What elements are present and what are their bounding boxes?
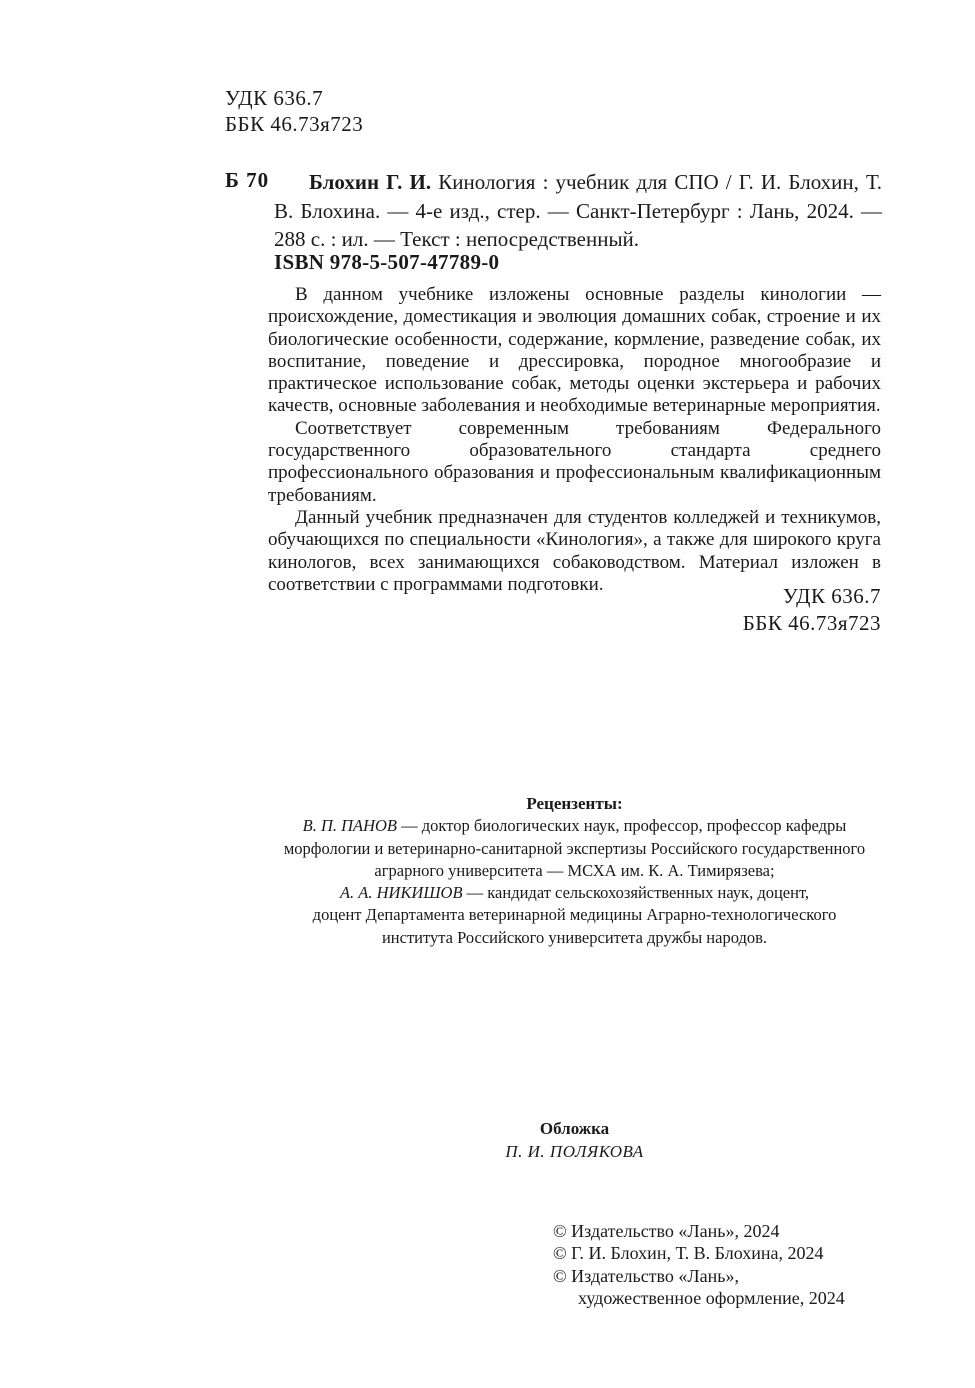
- annotation-paragraph-3: Данный учебник предназначен для студентов колледжей и техникумов, обучающихся по специальности «Кинология», а также для широкого круга кинологов, всех занимающихся собаководством. Материал изложен в соответствии с программами подготовки.: [268, 506, 881, 595]
- isbn-number: ISBN 978-5-507-47789-0: [274, 250, 500, 274]
- reviewer-1-line-2: морфологии и ветеринарно-санитарной экспертизы Российского государственного: [283, 838, 866, 858]
- classification-codes-top: [225, 85, 363, 137]
- cover-credit-block: [268, 1117, 881, 1163]
- reviewer-2-credentials: — кандидат сельскохозяйственных наук, доцент,: [462, 883, 810, 903]
- reviewer-1-credentials: — доктор биологических наук, профессор, профессор кафедры: [397, 816, 847, 836]
- copyright-block: [553, 1220, 845, 1310]
- annotation-block: [268, 284, 881, 596]
- bib-author-name: Блохин Г. И.: [309, 170, 432, 194]
- copyright-line-design-2: художественное оформление, 2024: [578, 1288, 845, 1309]
- reviewer-2-line-3: института Российского университета дружбы народов.: [381, 927, 768, 947]
- reviewer-2-name: А. А. НИКИШОВ: [339, 883, 463, 903]
- bibliographic-entry: [225, 168, 885, 254]
- udk-code-top: УДК 636.7: [225, 86, 324, 110]
- reviewer-1-line-1: [253, 815, 896, 837]
- copyright-line-authors: © Г. И. Блохин, Т. В. Блохина, 2024: [553, 1243, 824, 1264]
- reviewers-block: [253, 793, 896, 949]
- cover-heading: Обложка: [539, 1119, 610, 1138]
- catalog-code: Б 70: [225, 168, 270, 192]
- bibliographic-description: [274, 168, 882, 254]
- copyright-line-design-1: © Издательство «Лань»,: [553, 1265, 739, 1286]
- cover-designer-name: П. И. ПОЛЯКОВА: [505, 1142, 644, 1161]
- classification-codes-right: [268, 583, 881, 637]
- reviewer-1-line-3: аграрного университета — МСХА им. К. А. Тимирязева;: [374, 860, 775, 880]
- annotation-paragraph-1: В данном учебнике изложены основные разделы кинологии — происхождение, доместикация и эволюция домашних собак, строение и их биологические особенности, содержание, кормление, разведение собак, их воспитание, поведение и дрессировка, породное многообразие и практическое использование собак, методы оценки экстерьера и рабочих качеств, основные заболевания и необходимые ветеринарные мероприятия.: [268, 284, 881, 417]
- reviewer-1-name: В. П. ПАНОВ: [302, 816, 398, 836]
- copyright-line-publisher: © Издательство «Лань», 2024: [553, 1221, 780, 1241]
- bbk-code-right: ББК 46.73я723: [742, 611, 881, 635]
- bbk-code-top: ББК 46.73я723: [225, 112, 364, 136]
- udk-code-right: УДК 636.7: [782, 584, 881, 608]
- annotation-paragraph-2: Соответствует современным требованиям Федерального государственного образовательного стандарта среднего профессионального образования и профессиональным квалификационным требованиям.: [268, 417, 881, 506]
- reviewers-heading: Рецензенты:: [526, 794, 623, 813]
- reviewer-2-line-1: [253, 882, 896, 904]
- bib-description-text: Кинология : учебник для СПО / Г. И. Блохин, Т. В. Блохина. — 4-е изд., стер. — Санкт-Петербург : Лань, 2024. — 288 с. : ил. — Текст : непосредственный.: [274, 170, 882, 251]
- reviewer-2-line-2: доцент Департамента ветеринарной медицины Аграрно-технологического: [312, 905, 837, 925]
